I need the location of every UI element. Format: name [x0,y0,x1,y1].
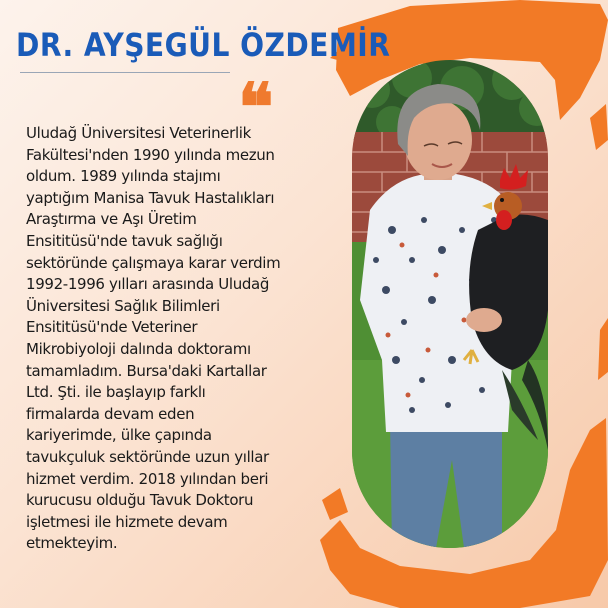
bio-line: Ensititüsü'nde tavuk sağlığı [26,231,223,250]
bio-line: 1992-1996 yılları arasında Uludağ [26,275,270,294]
page-title: DR. AYŞEGÜL ÖZDEMİR [16,26,391,64]
portrait-illustration [352,60,548,548]
bio-line: Araştırma ve Aşı Üretim [26,210,197,229]
bio-line: yaptığım Manisa Tavuk Hastalıkları [26,188,275,207]
bio-line: firmalarda devam eden [26,404,195,423]
bio-line: Uludağ Üniversitesi Veterinerlik [26,124,251,142]
bio-line: tamamladım. Bursa'daki Kartallar [26,361,267,380]
bio-line: işletmesi ile hizmete devam [26,512,228,531]
bio-line: tavukçuluk sektöründe uzun yıllar [26,447,269,466]
bio-line: hizmet verdim. 2018 yılından beri [26,469,269,488]
title-divider [20,72,230,73]
bio-line: sektöründe çalışmaya karar verdim [26,253,281,272]
bio-line: etmekteyim. [26,534,118,553]
bio-line: kariyerimde, ülke çapında [26,426,212,445]
bio-line: Ltd. Şti. ile başlayıp farklı [26,383,206,402]
bio-text [26,123,326,555]
bio-line: Mikrobiyoloji dalında doktoramı [26,339,251,358]
bio-line: kurucusu olduğu Tavuk Doktoru [26,491,254,510]
quote-mark-icon: ❝ [238,68,274,146]
bio-line: Ensititüsü'nde Veteriner [26,318,198,337]
bio-line: Fakültesi'nden 1990 yılında mezun [26,145,275,164]
bio-line: oldum. 1989 yılında stajımı [26,167,221,186]
portrait-photo [352,60,548,548]
hand [466,308,502,332]
bio-line: Üniversitesi Sağlık Bilimleri [26,296,220,315]
